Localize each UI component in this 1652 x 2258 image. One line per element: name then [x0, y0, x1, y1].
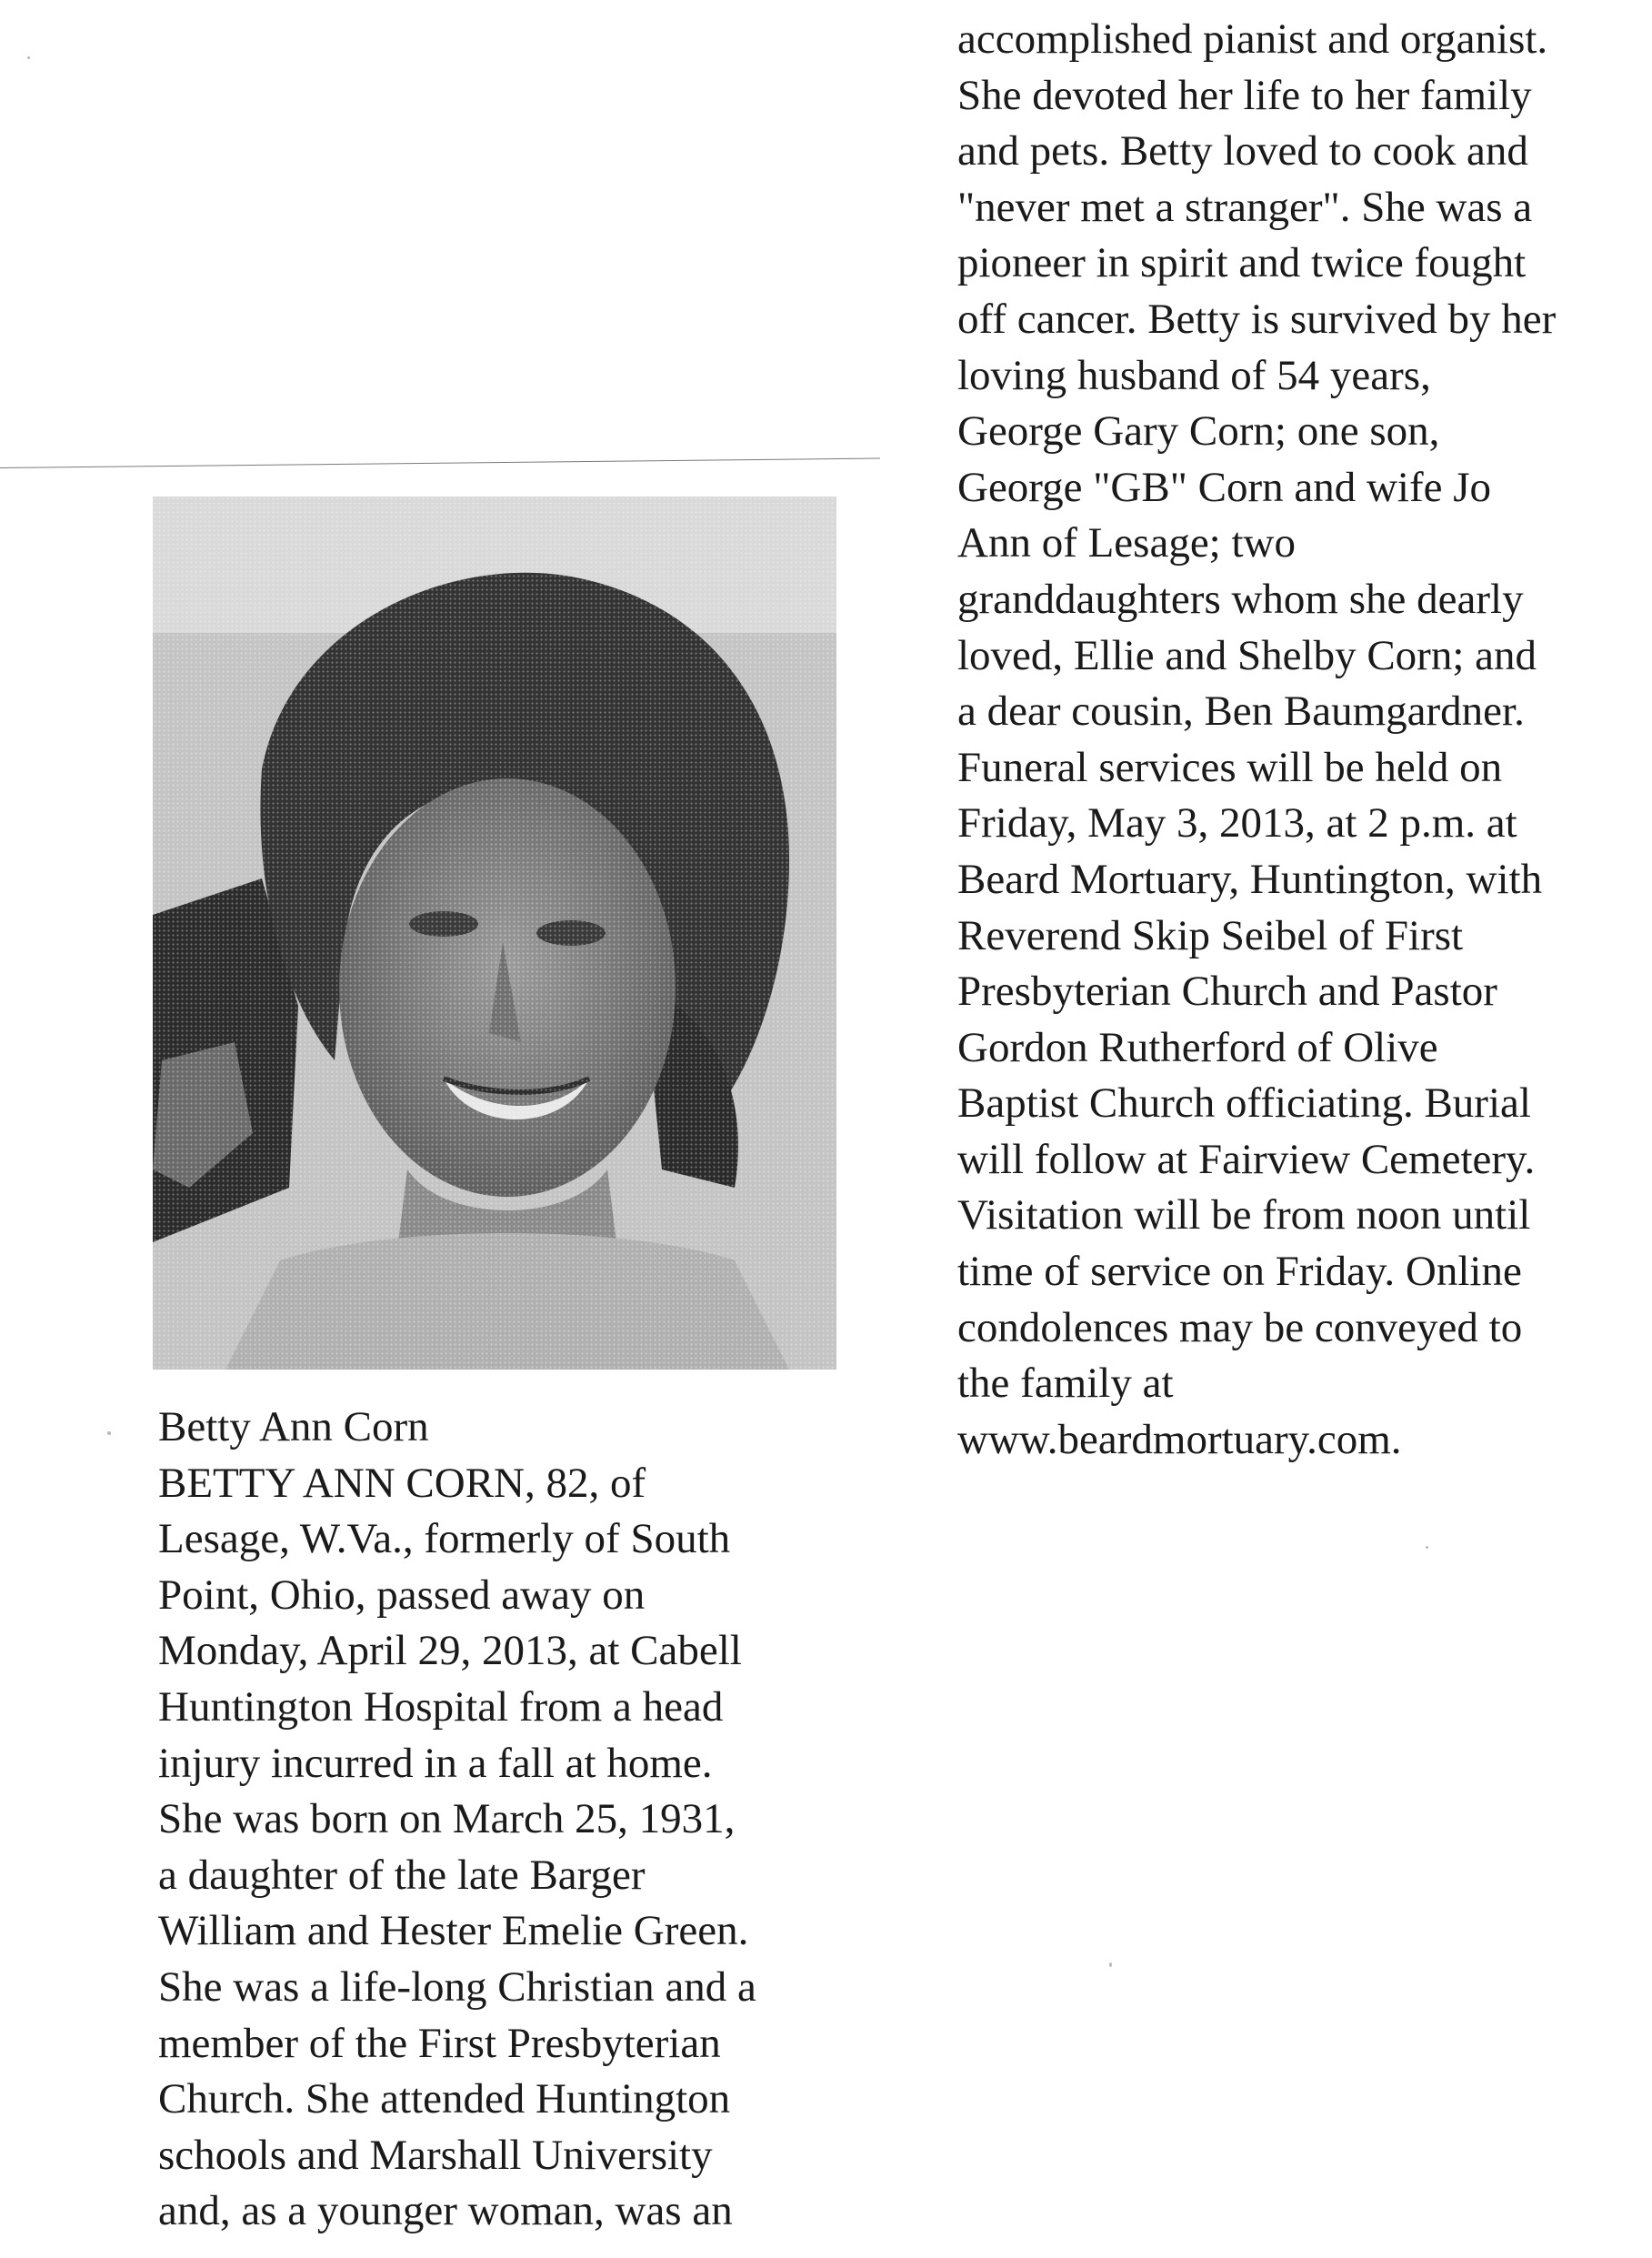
- obituary-heading: Betty Ann Corn: [158, 1403, 429, 1450]
- text-line: off cancer. Betty is survived by her: [957, 295, 1557, 343]
- obituary-right-column: [957, 12, 1648, 1468]
- text-line: the family at: [957, 1360, 1174, 1408]
- scan-speck: [107, 1431, 111, 1435]
- text-line: injury incurred in a fall at home.: [158, 1739, 713, 1787]
- text-line: and pets. Betty loved to cook and: [957, 127, 1528, 176]
- text-line: Baptist Church officiating. Burial: [957, 1079, 1531, 1128]
- text-line: accomplished pianist and organist.: [957, 15, 1548, 63]
- text-line: loved, Ellie and Shelby Corn; and: [957, 631, 1537, 679]
- text-line: Friday, May 3, 2013, at 2 p.m. at: [957, 799, 1517, 848]
- scan-speck: [1109, 1962, 1112, 1967]
- text-line: a daughter of the late Barger: [158, 1851, 646, 1899]
- text-line: schools and Marshall University: [158, 2131, 713, 2179]
- text-line: will follow at Fairview Cemetery.: [957, 1135, 1536, 1183]
- text-line: www.beardmortuary.com.: [957, 1415, 1402, 1463]
- text-line: Monday, April 29, 2013, at Cabell: [158, 1627, 742, 1675]
- text-line: Ann of Lesage; two: [957, 519, 1296, 567]
- scan-speck: [27, 56, 30, 59]
- text-line: Visitation will be from noon until: [957, 1191, 1531, 1239]
- portrait-photo-icon: [153, 497, 836, 1370]
- clipping-edge-line: [0, 458, 880, 468]
- text-line: She was born on March 25, 1931,: [158, 1795, 736, 1843]
- text-line: William and Hester Emelie Green.: [158, 1907, 749, 1955]
- text-line: Beard Mortuary, Huntington, with: [957, 855, 1543, 903]
- text-line: Church. She attended Huntington: [158, 2075, 731, 2123]
- text-line: Funeral services will be held on: [957, 743, 1503, 791]
- text-line: She devoted her life to her family: [957, 71, 1532, 119]
- portrait-photo: [153, 497, 836, 1370]
- text-line: loving husband of 54 years,: [957, 351, 1431, 399]
- text-line: a dear cousin, Ben Baumgardner.: [957, 687, 1525, 736]
- obituary-left-column: [158, 1400, 849, 2240]
- text-line: "never met a stranger". She was a: [957, 183, 1533, 231]
- text-line: Reverend Skip Seibel of First: [957, 911, 1464, 959]
- text-line: Point, Ohio, passed away on: [158, 1571, 646, 1619]
- text-line: member of the First Presbyterian: [158, 2019, 721, 2067]
- text-line: condolences may be conveyed to: [957, 1303, 1523, 1351]
- text-line: Gordon Rutherford of Olive: [957, 1023, 1438, 1071]
- text-line: time of service on Friday. Online: [957, 1248, 1522, 1296]
- text-line: She was a life-long Christian and a: [158, 1962, 756, 2011]
- scan-speck: [1426, 1546, 1428, 1549]
- text-line: George Gary Corn; one son,: [957, 407, 1440, 456]
- text-line: and, as a younger woman, was an: [158, 2187, 733, 2235]
- text-line: Lesage, W.Va., formerly of South: [158, 1515, 731, 1563]
- text-line: pioneer in spirit and twice fought: [957, 239, 1527, 287]
- text-line: Presbyterian Church and Pastor: [957, 968, 1497, 1016]
- text-line: Huntington Hospital from a head: [158, 1682, 724, 1731]
- text-line: George "GB" Corn and wife Jo: [957, 463, 1492, 511]
- text-line: granddaughters whom she dearly: [957, 575, 1524, 623]
- text-line: BETTY ANN CORN, 82, of: [158, 1459, 646, 1507]
